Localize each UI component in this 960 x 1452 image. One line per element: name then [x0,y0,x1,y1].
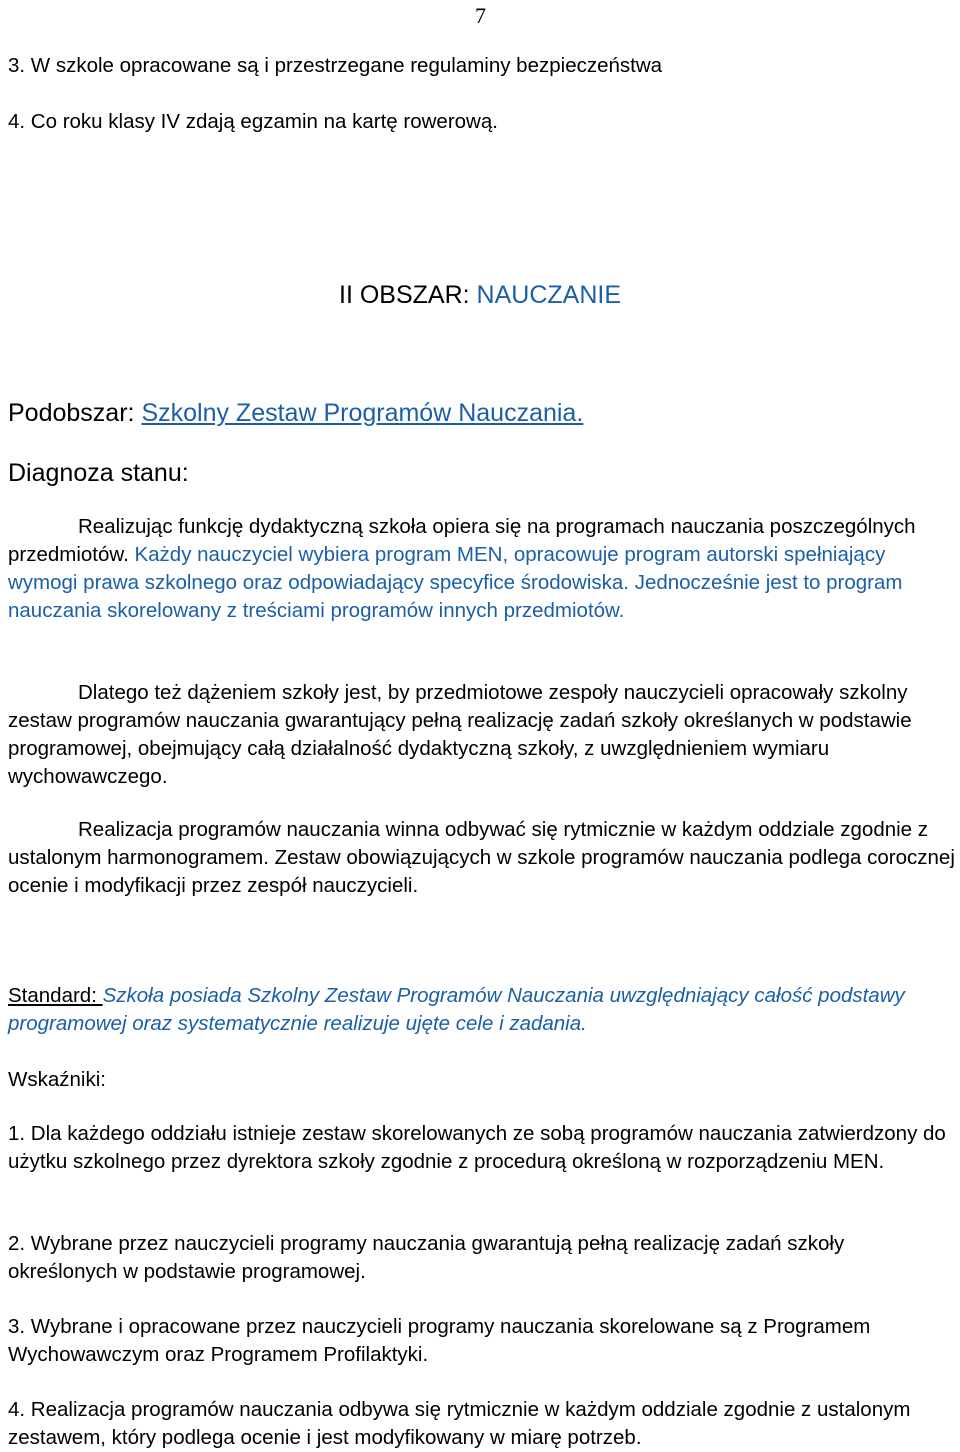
page-number: 7 [475,3,486,28]
paragraph-2: Dlatego też dążeniem szkoły jest, by przedmiotowe zespoły nauczycieli opracowały szkolny zestaw programów nauczania gwarantujący pełną realizację zadań szkoły określanych w podstawie programowej, obejmujący całą działalność dydaktyczną szkoły, z uwzględnieniem wymiaru wychowawczego. [8,681,912,788]
paragraph-1-part1: Realizując funkcję dydaktyczną szkoła opiera się na programach nauczania poszczególnych przedmiotów. [8,515,916,566]
diagnosis-label: Diagnoza stanu: [8,459,189,487]
indicator-item: 4. Realizacja programów nauczania odbywa się rytmicznie w każdym oddziale zgodnie z ustalonym zestawem, który podlega ocenie i jest modyfikowany w miarę potrzeb. [8,1398,911,1449]
paragraph-1-part2: Każdy nauczyciel wybiera program MEN, opracowuje program autorski spełniający wymogi prawa szkolnego oraz odpowiadający specyfice środowiska. Jednocześnie jest to program nauczania skorelowany z treściami programów innych przedmiotów. [8,543,903,622]
indicators-label: Wskaźniki: [8,1068,106,1091]
subarea-name: Szkolny Zestaw Programów Nauczania. [141,399,584,427]
list-item: 3. W szkole opracowane są i przestrzegane regulaminy bezpieczeństwa [8,54,663,77]
section-heading [0,280,960,310]
subarea-line [8,398,958,428]
section-heading-prefix: II OBSZAR: [339,281,477,309]
list-item: 4. Co roku klasy IV zdają egzamin na kartę rowerową. [8,110,498,133]
paragraph-1 [8,513,958,625]
indicator-item: 2. Wybrane przez nauczycieli programy nauczania gwarantują pełną realizację zadań szkoły określonych w podstawie programowej. [8,1232,845,1283]
standard-label: Standard: [8,984,103,1007]
standard-text: Szkoła posiada Szkolny Zestaw Programów Nauczania uwzględniający całość podstawy programowej oraz systematycznie realizuje ujęte cele i zadania. [8,984,905,1035]
indicator-item: 1. Dla każdego oddziału istnieje zestaw skorelowanych ze sobą programów nauczania zatwierdzony do użytku szkolnego przez dyrektora szkoły zgodnie z procedurą określoną w rozporządzeniu MEN. [8,1122,946,1173]
standard-line [8,982,958,1038]
subarea-label: Podobszar [8,399,128,427]
subarea-colon: : [127,399,142,427]
indicator-item: 3. Wybrane i opracowane przez nauczycieli programy nauczania skorelowane są z Programem Wychowawczym oraz Programem Profilaktyki. [8,1315,871,1366]
paragraph-3: Realizacja programów nauczania winna odbywać się rytmicznie w każdym oddziale zgodnie z ustalonym harmonogramem. Zestaw obowiązujących w szkole programów nauczania podlega corocznej ocenie i modyfikacji przez zespół nauczycieli. [8,818,955,897]
section-heading-name: NAUCZANIE [476,281,621,309]
